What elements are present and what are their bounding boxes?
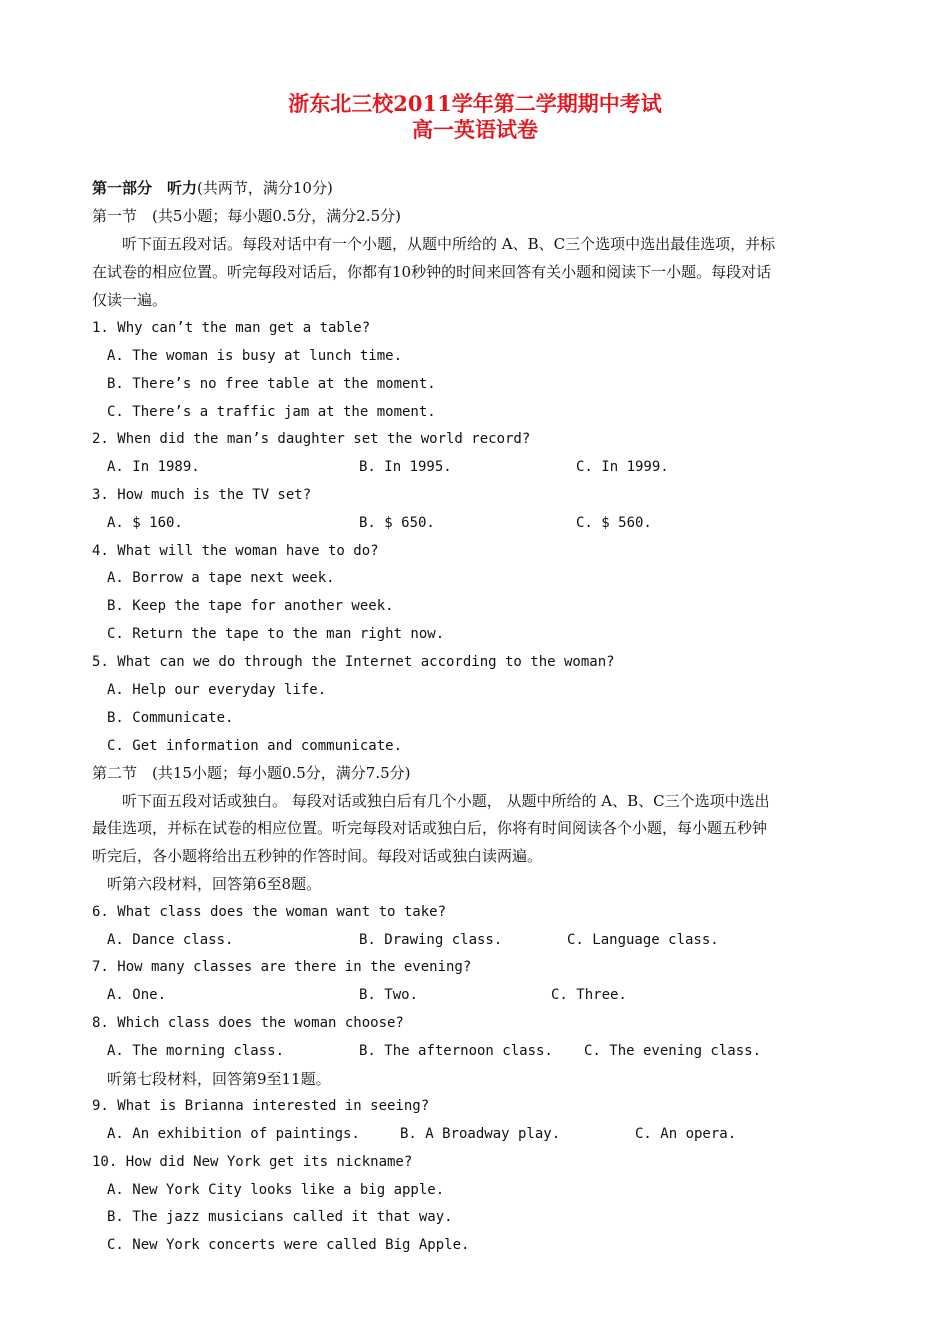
- option-b: B. Communicate.: [107, 710, 234, 726]
- exam-title: 浙东北三校2011学年第二学期期中考试: [288, 91, 662, 116]
- exam-subtitle: 高一英语试卷: [412, 117, 538, 142]
- option-c: C. Return the tape to the man right now.: [107, 626, 445, 642]
- option-a: A. In 1989.: [107, 459, 200, 475]
- section1-instruction-line: 听下面五段对话。每段对话中有一个小题，从题中所给的 A、B、C三个选项中选出最佳选项，并标: [122, 235, 776, 253]
- section1-instruction-line: 仅读一遍。: [92, 291, 168, 309]
- option-b: B. Drawing class.: [359, 932, 503, 948]
- option-c: C. In 1999.: [576, 459, 669, 475]
- option-c: C. An opera.: [635, 1126, 737, 1142]
- option-c: C. The evening class.: [584, 1043, 762, 1059]
- option-c: C. Get information and communicate.: [107, 738, 403, 754]
- question-stem: 6. What class does the woman want to take?: [92, 904, 447, 920]
- question-stem: 7. How many classes are there in the evening?: [92, 959, 472, 975]
- option-c: C. $ 560.: [576, 515, 652, 531]
- material-intro: 听第七段材料，回答第9至11题。: [107, 1070, 331, 1088]
- option-c: C. Language class.: [567, 932, 719, 948]
- option-a: A. The woman is busy at lunch time.: [107, 348, 403, 364]
- option-a: A. Borrow a tape next week.: [107, 570, 335, 586]
- section2-instruction-line: 听下面五段对话或独白。 每段对话或独白后有几个小题， 从题中所给的 A、B、C三个选项中选出: [122, 792, 770, 810]
- option-a: A. New York City looks like a big apple.: [107, 1182, 445, 1198]
- material-intro: 听第六段材料，回答第6至8题。: [107, 875, 322, 893]
- option-a: A. One.: [107, 987, 167, 1003]
- option-b: B. Keep the tape for another week.: [107, 598, 394, 614]
- question-stem: 9. What is Brianna interested in seeing?: [92, 1098, 430, 1114]
- question-stem: 8. Which class does the woman choose?: [92, 1015, 404, 1031]
- option-b: B. There’s no free table at the moment.: [107, 376, 436, 392]
- option-a: A. Dance class.: [107, 932, 234, 948]
- question-stem: 5. What can we do through the Internet according to the woman?: [92, 654, 615, 670]
- option-c: C. New York concerts were called Big Apple.: [107, 1237, 470, 1253]
- part1-heading-bold: 第一部分 听力: [92, 179, 198, 197]
- option-b: B. $ 650.: [359, 515, 435, 531]
- option-a: A. Help our everyday life.: [107, 682, 327, 698]
- question-stem: 1. Why can’t the man get a table?: [92, 320, 371, 336]
- question-stem: 2. When did the man’s daughter set the world record?: [92, 431, 531, 447]
- option-b: B. In 1995.: [359, 459, 452, 475]
- option-a: A. The morning class.: [107, 1043, 285, 1059]
- question-stem: 4. What will the woman have to do?: [92, 543, 379, 559]
- section1-heading: 第一节 (共5小题；每小题0.5分，满分2.5分): [92, 207, 401, 225]
- option-b: B. The jazz musicians called it that way.: [107, 1209, 453, 1225]
- part1-heading: [92, 178, 333, 198]
- option-b: B. The afternoon class.: [359, 1043, 553, 1059]
- question-stem: 10. How did New York get its nickname?: [92, 1154, 413, 1170]
- section2-instruction-line: 听完后，各小题将给出五秒钟的作答时间。每段对话或独白读两遍。: [92, 847, 543, 865]
- option-c: C. There’s a traffic jam at the moment.: [107, 404, 436, 420]
- section1-instruction-line: 在试卷的相应位置。听完每段对话后，你都有10秒钟的时间来回答有关小题和阅读下一小题。每段对话: [92, 263, 772, 281]
- option-b: B. Two.: [359, 987, 419, 1003]
- option-a: A. $ 160.: [107, 515, 183, 531]
- section2-instruction-line: 最佳选项，并标在试卷的相应位置。听完每段对话或独白后，你将有时间阅读各个小题，每小题五秒钟: [92, 819, 768, 837]
- question-stem: 3. How much is the TV set?: [92, 487, 312, 503]
- section2-heading: 第二节 (共15小题；每小题0.5分，满分7.5分): [92, 764, 411, 782]
- part1-heading-rest: (共两节，满分10分): [197, 179, 333, 197]
- option-a: A. An exhibition of paintings.: [107, 1126, 360, 1142]
- option-c: C. Three.: [551, 987, 627, 1003]
- option-b: B. A Broadway play.: [400, 1126, 561, 1142]
